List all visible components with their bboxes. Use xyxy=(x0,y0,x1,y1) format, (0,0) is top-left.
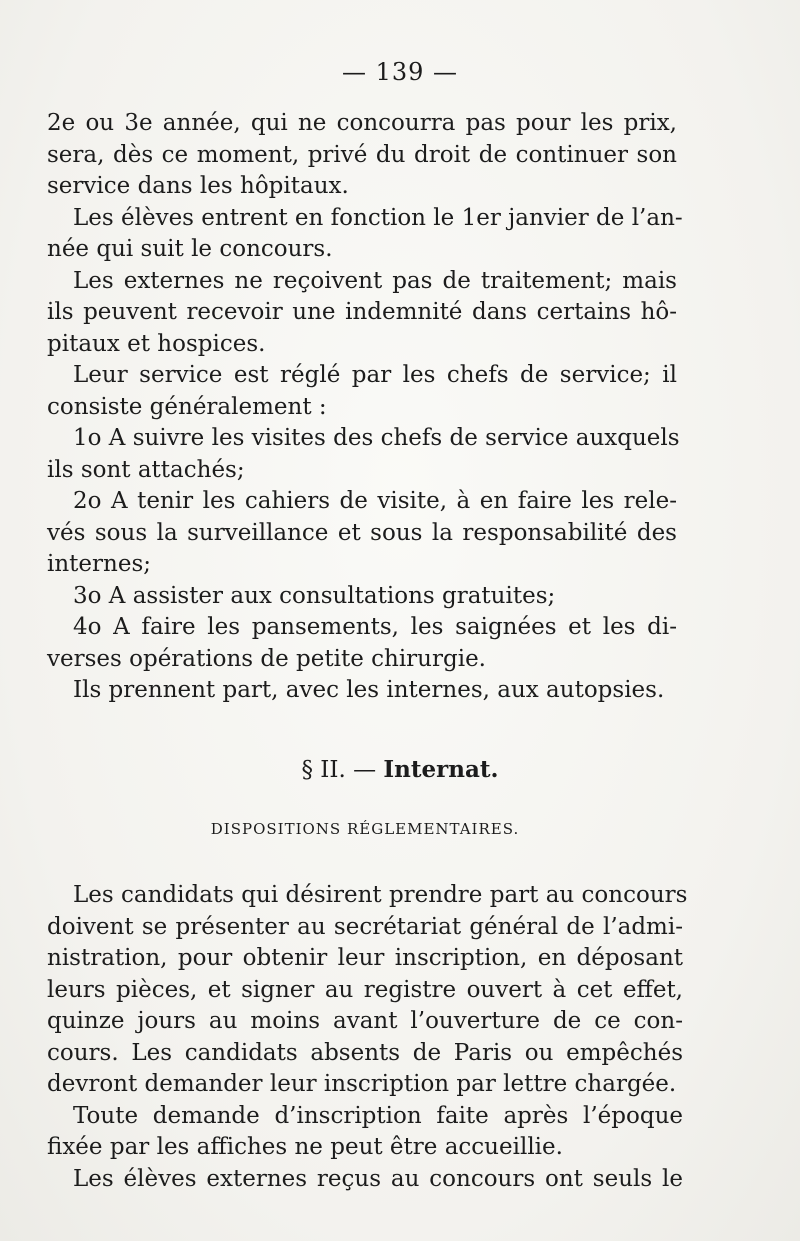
subsection-heading: DISPOSITIONS RÉGLEMENTAIRES. xyxy=(210,820,520,838)
section-heading xyxy=(0,756,800,783)
text-line: Leur service est réglé par les chefs de service; il xyxy=(73,362,677,388)
text-line: Les élèves externes reçus au concours ont seuls le xyxy=(73,1165,683,1192)
text-line: verses opérations de petite chirurgie. xyxy=(47,645,486,672)
text-line: Les élèves entrent en fonction le 1er janvier de l’an- xyxy=(73,204,683,231)
text-line: vés sous la surveillance et sous la responsabilité des xyxy=(47,519,677,546)
text-line: consiste généralement : xyxy=(47,393,327,420)
text-line: née qui suit le concours. xyxy=(47,236,333,262)
text-line: Ils prennent part, avec les internes, aux autopsies. xyxy=(73,677,665,703)
section-title: Internat. xyxy=(383,756,499,783)
text-line: leurs pièces, et signer au registre ouvert à cet effet, xyxy=(47,976,683,1003)
page-number: — 139 — xyxy=(341,58,459,86)
text-line: cours. Les candidats absents de Paris ou empêchés xyxy=(47,1039,683,1066)
text-line: internes; xyxy=(47,551,151,577)
body-text-bottom xyxy=(47,880,688,1195)
text-line: devront demander leur inscription par lettre chargée. xyxy=(47,1071,677,1097)
text-line: ils peuvent recevoir une indemnité dans certains hô- xyxy=(47,299,677,325)
text-line: fixée par les affiches ne peut être accueillie. xyxy=(47,1134,563,1160)
text-line: Les externes ne reçoivent pas de traitement; mais xyxy=(73,267,677,294)
text-line: 1o A suivre les visites des chefs de service auxquels xyxy=(73,425,680,451)
body-text-top xyxy=(47,108,683,707)
text-line: doivent se présenter au secrétariat général de l’admi- xyxy=(47,913,683,940)
text-line: 3o A assister aux consultations gratuites; xyxy=(73,582,556,609)
text-line: service dans les hôpitaux. xyxy=(47,173,349,199)
text-line: pitaux et hospices. xyxy=(47,330,266,357)
text-line: 2e ou 3e année, qui ne concourra pas pour les prix, xyxy=(47,110,677,136)
text-line: Les candidats qui désirent prendre part au concours xyxy=(73,882,688,908)
text-line: quinze jours au moins avant l’ouverture de ce con- xyxy=(47,1008,683,1034)
text-line: 2o A tenir les cahiers de visite, à en faire les rele- xyxy=(73,488,677,514)
text-line: ils sont attachés; xyxy=(47,456,245,483)
text-line: nistration, pour obtenir leur inscription, en déposant xyxy=(47,945,683,971)
text-line: 4o A faire les pansements, les saignées et les di- xyxy=(73,614,677,640)
text-line: sera, dès ce moment, privé du droit de continuer son xyxy=(47,141,677,168)
text-line: Toute demande d’inscription faite après l’époque xyxy=(73,1102,683,1129)
section-prefix: § II. — xyxy=(301,757,384,783)
